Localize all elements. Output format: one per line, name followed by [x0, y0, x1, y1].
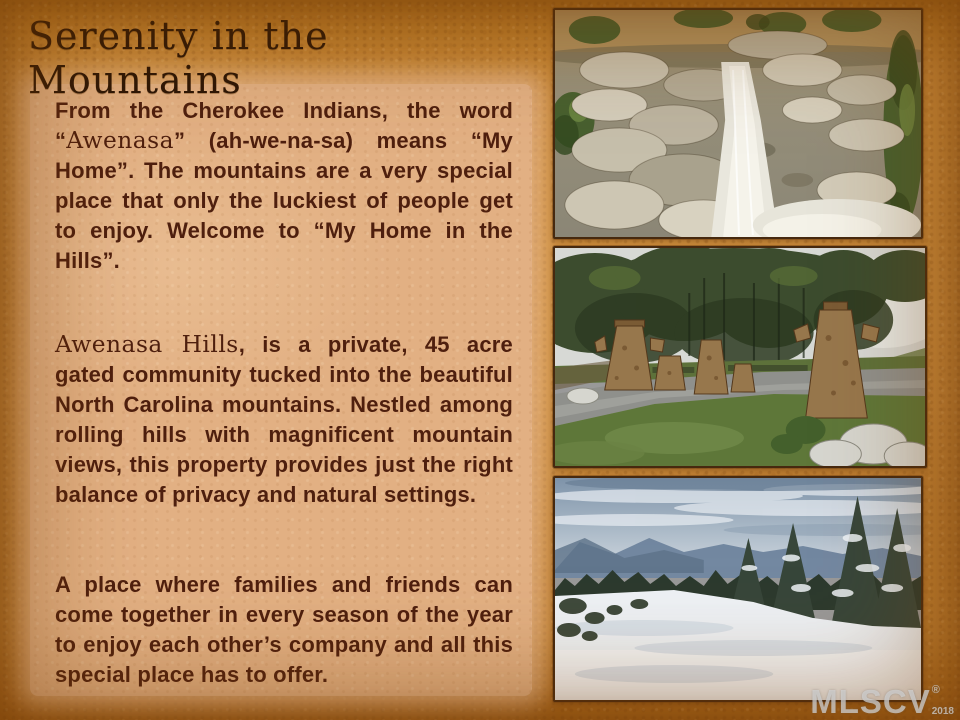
winter-illustration: [555, 478, 921, 700]
paragraph-cherokee-intro: [55, 96, 513, 276]
watermark-text: MLSCV: [810, 683, 931, 720]
photo-winter-landscape: [553, 476, 923, 702]
mlscv-watermark: [810, 685, 954, 718]
paragraph-text: , is a private, 45 acre gated community tucked into the beautiful North Carolina mountains. Nestled among rolling hills with magnificent mountain views, this property provides just the right balance of privacy and natural settings.: [55, 332, 513, 507]
gated-entrance-illustration: [555, 248, 925, 466]
paragraph-families-closing: [55, 570, 513, 690]
awenasa-word: Awenasa: [66, 127, 175, 154]
watermark-year: 2018: [931, 706, 954, 717]
slide-title: Serenity in the Mountains: [28, 14, 329, 102]
photo-gated-entrance: [553, 246, 927, 468]
paragraph-community-description: [55, 330, 513, 510]
watermark-side: [932, 685, 954, 717]
photo-waterfall-rock-garden: [553, 8, 923, 239]
paragraph-text: A place where families and friends can come together in every season of the year to enjoy each other’s company and all this special place has to offer.: [55, 572, 513, 687]
waterfall-illustration: [555, 10, 921, 237]
awenasa-hills-word: Awenasa Hills: [55, 331, 239, 358]
paragraph-text: ” (ah-we-na-sa) means “My Home”. The mountains are a very special place that only the luckiest of people get to enjoy. Welcome to “My Home in the Hills”.: [55, 128, 513, 273]
registered-trademark-icon: ®: [931, 684, 940, 696]
paragraph-text: From the Cherokee Indians, the word “: [55, 98, 513, 153]
